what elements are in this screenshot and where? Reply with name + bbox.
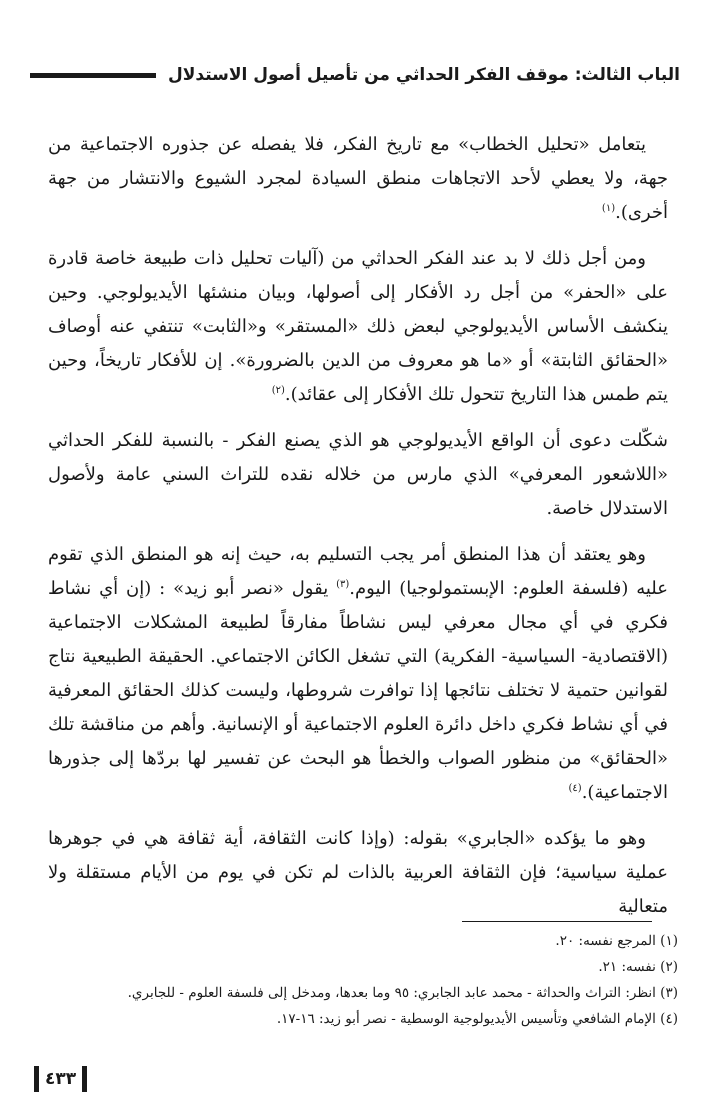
page-number (34, 1066, 87, 1092)
paragraph-1-text: يتعامل «تحليل الخطاب» مع تاريخ الفكر، فلا يفصله عن جذوره الاجتماعية من جهة، ولا يعطي لأحد الاتجاهات منطق السيادة لمجرد الشيوع والانتشار من جهة أخرى). (48, 134, 668, 223)
paragraph-4-text-a: وهو يعتقد أن هذا المنطق أمر يجب التسليم به، حيث إنه هو المنطق الذي تقوم عليه (فلسفة العلوم: الإبستمولوجيا) اليوم. (48, 544, 669, 599)
paragraph-4-text-b: يقول «نصر أبو زيد» : (إن أي نشاط فكري في أي مجال معرفي ليس نشاطاً مفارقاً لطبيعة المشكلات الاجتماعية (الاقتصادية- السياسية- الفكرية) التي تشغل الكائن الاجتماعي. الحقيقة الطبيعية نتاج لقوانين حتمية لا تختلف نتائجها إذا توافرت شروطها، وليست كذلك الحقائق المعرفية في أي نشاط فكري داخل دائرة العلوم الاجتماعية أو الإنسانية. وأهم من مناقشة تلك «الحقائق» من منظور الصواب والخطأ هو البحث عن تفسير لها بردّها إلى جذورها الاجتماعية). (48, 578, 668, 803)
paragraph-5-text: وهو ما يؤكده «الجابري» بقوله: (وإذا كانت الثقافة، أية ثقافة هي في جوهرها عملية سياسية؛ فإن الثقافة العربية بالذات لم تكن في يوم من الأيام مستقلة ولا متعالية (48, 828, 668, 917)
paragraph-4 (48, 538, 668, 810)
paragraph-3 (48, 424, 668, 526)
footnote-ref-1[interactable]: (١) (601, 203, 616, 214)
paragraph-5 (48, 822, 668, 924)
footnote-ref-2[interactable]: (٢) (271, 385, 285, 396)
chapter-title: الباب الثالث: موقف الفكر الحداثي من تأصيل أصول الاستدلال (167, 65, 680, 85)
body-text (48, 128, 668, 936)
footnote-4: (٤) الإمام الشافعي وتأسيس الأيديولوجية الوسطية - نصر أبو زيد: ١٦-١٧. (276, 1011, 678, 1027)
footnotes (48, 928, 678, 1032)
footnote-separator (462, 921, 652, 922)
footnote-ref-3[interactable]: (٣) (336, 579, 350, 590)
footnote-ref-4[interactable]: (٤) (568, 783, 582, 794)
footnote-2: (٢) نفسه: ٢١. (598, 959, 678, 975)
header-rule (30, 73, 156, 78)
running-header (30, 60, 680, 90)
page-number-bar-right (82, 1066, 87, 1092)
paragraph-1 (48, 128, 668, 230)
paragraph-2 (48, 242, 668, 412)
paragraph-3-text: شكّلت دعوى أن الواقع الأيديولوجي هو الذي يصنع الفكر - بالنسبة للفكر الحداثي «اللاشعور المعرفي» الذي مارس من خلاله نقده للتراث السني عامة ولأصول الاستدلال خاصة. (48, 430, 668, 519)
page-number-text: ٤٣٣ (45, 1069, 77, 1089)
footnote-3: (٣) انظر: التراث والحداثة - محمد عابد الجابري: ٩٥ وما بعدها، ومدخل إلى فلسفة العلوم - للجابري. (127, 985, 678, 1001)
paragraph-2-text: ومن أجل ذلك لا بد عند الفكر الحداثي من (آليات تحليل ذات طبيعة خاصة قادرة على «الحفر» من أجل رد الأفكار إلى أصولها، وبيان منشئها الأيديولوجي. وحين ينكشف الأساس الأيديولوجي لبعض ذلك «المستقر» و«الثابت» تنتفي عنه أوصاف «الحقائق الثابتة» أو «ما هو معروف من الدين بالضرورة». إن للأفكار تاريخاً، وحين يتم طمس هذا التاريخ تتحول تلك الأفكار إلى عقائد). (48, 248, 668, 405)
footnote-1: (١) المرجع نفسه: ٢٠. (555, 933, 678, 949)
